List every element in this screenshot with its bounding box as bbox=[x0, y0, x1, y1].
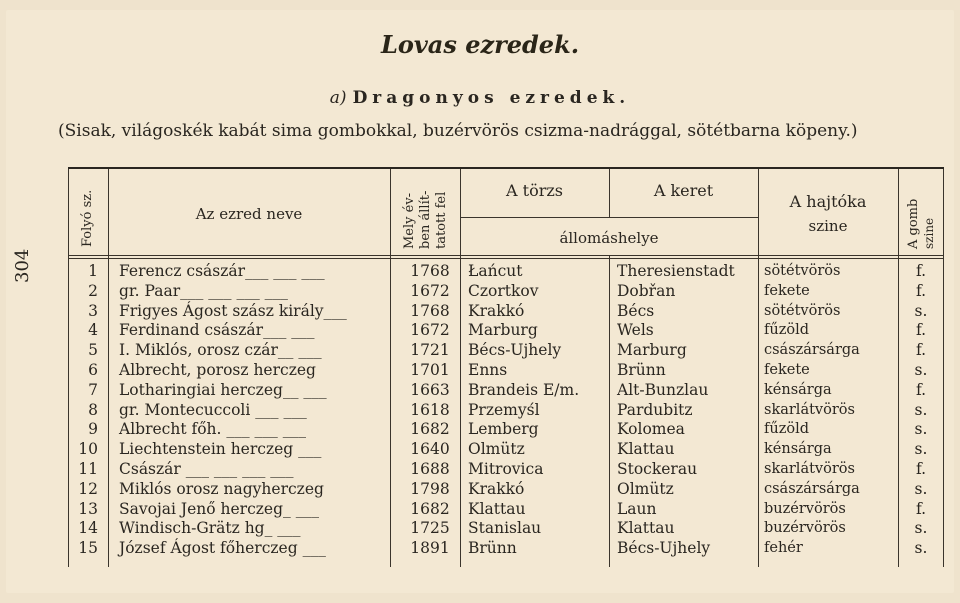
facing-color: császársárga bbox=[764, 480, 860, 497]
facing-color: sötétvörös bbox=[764, 302, 841, 319]
table-row bbox=[68, 381, 944, 401]
cadre-station: Kolomea bbox=[617, 420, 685, 439]
regiment-name: Ferencz császár___ ___ ___ bbox=[119, 262, 325, 280]
row-number: 6 bbox=[88, 361, 98, 379]
staff-station: Przemyśl bbox=[468, 400, 540, 419]
facing-color: sötétvörös bbox=[764, 263, 841, 279]
table-row bbox=[68, 500, 944, 520]
button-color: f. bbox=[915, 460, 927, 478]
regiment-name: gr. Montecuccoli ___ ___ bbox=[119, 400, 307, 419]
staff-station: Stanislau bbox=[468, 519, 542, 538]
table-row bbox=[68, 440, 944, 460]
founding-year: 1725 bbox=[410, 519, 450, 538]
table-row bbox=[68, 420, 944, 440]
regiment-name: Miklós orosz nagyherczeg bbox=[119, 479, 324, 498]
page-title: Lovas ezredek. bbox=[380, 30, 580, 59]
header-allomashelye: állomáshelye bbox=[559, 229, 659, 247]
table-row bbox=[68, 361, 944, 381]
regiment-name: Ferdinand császár___ ___ bbox=[119, 321, 315, 340]
staff-station: Czortkov bbox=[468, 281, 539, 300]
button-color: f. bbox=[915, 380, 927, 399]
row-number: 3 bbox=[88, 301, 98, 320]
founding-year: 1682 bbox=[410, 499, 450, 518]
section-subtitle bbox=[0, 88, 960, 108]
cadre-station: Stockerau bbox=[617, 460, 698, 478]
founding-year: 1768 bbox=[410, 262, 450, 280]
header-ezred-neve: Az ezred neve bbox=[195, 205, 303, 223]
header-folyo-sz: Folyó sz. bbox=[80, 189, 95, 247]
cadre-station: Pardubitz bbox=[617, 400, 693, 419]
cadre-station: Brünn bbox=[617, 361, 666, 379]
row-number: 11 bbox=[78, 460, 98, 478]
regiment-table bbox=[68, 167, 944, 567]
row-number: 5 bbox=[88, 341, 98, 360]
regiment-name: Lotharingiai herczeg__ ___ bbox=[119, 380, 327, 399]
cadre-station: Wels bbox=[617, 321, 654, 340]
regiment-name: Liechtenstein herczeg ___ bbox=[119, 440, 322, 459]
staff-station: Łańcut bbox=[468, 262, 523, 280]
regiment-name: I. Miklós, orosz czár__ ___ bbox=[119, 341, 322, 360]
founding-year: 1798 bbox=[410, 479, 450, 498]
uniform-note: (Sisak, világoskék kabát sima gombokkal, buzérvörös csizma-nadrággal, sötétbarna köpeny.) bbox=[58, 121, 858, 141]
founding-year: 1663 bbox=[410, 380, 450, 399]
header-mely-evben-1: Mely év- bbox=[402, 192, 417, 249]
row-number: 2 bbox=[88, 281, 98, 300]
regiment-name: Albrecht főh. ___ ___ ___ bbox=[119, 420, 306, 439]
header-hajtoka: A hajtóka bbox=[789, 192, 867, 211]
cadre-station: Marburg bbox=[617, 341, 687, 360]
facing-color: fűzöld bbox=[764, 421, 809, 438]
button-color: s. bbox=[914, 361, 928, 379]
staff-station: Brandeis E/m. bbox=[468, 380, 580, 399]
header-keret: A keret bbox=[653, 181, 714, 200]
table-row bbox=[68, 401, 944, 421]
cadre-station: Dobřan bbox=[617, 281, 676, 300]
facing-color: kénsárga bbox=[764, 381, 832, 398]
row-number: 12 bbox=[78, 479, 98, 498]
header-torzs: A törzs bbox=[506, 181, 563, 200]
button-color: s. bbox=[914, 519, 928, 538]
header-subdivider bbox=[460, 217, 758, 218]
table-row bbox=[68, 539, 944, 559]
facing-color: császársárga bbox=[764, 342, 860, 359]
page-number: 304 bbox=[12, 248, 33, 283]
header-gomb-1: A gomb bbox=[906, 198, 921, 249]
row-number: 13 bbox=[78, 499, 98, 518]
table-row bbox=[68, 480, 944, 500]
regiment-name: Albrecht, porosz herczeg bbox=[119, 361, 316, 379]
staff-station: Bécs-Ujhely bbox=[468, 341, 562, 360]
cadre-station: Bécs bbox=[617, 301, 655, 320]
facing-color: fekete bbox=[764, 362, 810, 378]
staff-station: Krakkó bbox=[468, 479, 525, 498]
regiment-name: Windisch-Grätz hg_ ___ bbox=[119, 519, 301, 538]
table-row bbox=[68, 282, 944, 302]
regiment-name: Császár ___ ___ ___ ___ bbox=[119, 460, 294, 478]
button-color: s. bbox=[914, 539, 928, 558]
table-row bbox=[68, 262, 944, 282]
row-number: 14 bbox=[78, 519, 98, 538]
staff-station: Olmütz bbox=[468, 440, 525, 459]
regiment-name: gr. Paar___ ___ ___ ___ bbox=[119, 281, 288, 300]
facing-color: kénsárga bbox=[764, 441, 832, 458]
button-color: s. bbox=[914, 400, 928, 419]
regiment-name: Frigyes Ágost szász király___ bbox=[119, 301, 347, 320]
button-color: s. bbox=[914, 420, 928, 439]
founding-year: 1701 bbox=[410, 361, 450, 379]
table-row bbox=[68, 321, 944, 341]
cadre-station: Klattau bbox=[617, 440, 675, 459]
header-bottom-line bbox=[68, 255, 944, 256]
header-mely-evben-3: tatott fel bbox=[434, 191, 449, 249]
button-color: s. bbox=[914, 301, 928, 320]
founding-year: 1688 bbox=[410, 460, 450, 478]
button-color: f. bbox=[915, 281, 927, 300]
button-color: s. bbox=[914, 440, 928, 459]
facing-color: fűzöld bbox=[764, 322, 809, 339]
founding-year: 1768 bbox=[410, 301, 450, 320]
staff-station: Enns bbox=[468, 361, 508, 379]
row-number: 8 bbox=[88, 400, 98, 419]
staff-station: Marburg bbox=[468, 321, 538, 340]
founding-year: 1618 bbox=[410, 400, 450, 419]
row-number: 15 bbox=[78, 539, 98, 558]
table-row bbox=[68, 341, 944, 361]
row-number: 9 bbox=[88, 420, 98, 439]
table-row bbox=[68, 302, 944, 322]
founding-year: 1891 bbox=[410, 539, 450, 558]
row-number: 10 bbox=[78, 440, 98, 459]
facing-color: skarlátvörös bbox=[764, 461, 855, 477]
cadre-station: Olmütz bbox=[617, 479, 674, 498]
cadre-station: Bécs-Ujhely bbox=[617, 539, 711, 558]
founding-year: 1640 bbox=[410, 440, 450, 459]
header-hajtoka-szine: szine bbox=[808, 217, 848, 235]
row-number: 4 bbox=[88, 321, 98, 340]
staff-station: Brünn bbox=[468, 539, 517, 558]
table-row bbox=[68, 519, 944, 539]
founding-year: 1672 bbox=[410, 281, 450, 300]
subtitle-prefix: a) bbox=[329, 88, 347, 108]
row-number: 7 bbox=[88, 380, 98, 399]
header-bottom-line-2 bbox=[68, 258, 944, 259]
button-color: f. bbox=[915, 262, 927, 280]
founding-year: 1721 bbox=[410, 341, 450, 360]
cadre-station: Laun bbox=[617, 499, 657, 518]
regiment-name: József Ágost főherczeg ___ bbox=[119, 539, 326, 558]
cadre-station: Alt-Bunzlau bbox=[617, 380, 709, 399]
facing-color: buzérvörös bbox=[764, 520, 846, 537]
staff-station: Krakkó bbox=[468, 301, 525, 320]
facing-color: fekete bbox=[764, 282, 810, 299]
staff-station: Lemberg bbox=[468, 420, 539, 439]
button-color: s. bbox=[914, 479, 928, 498]
facing-color: skarlátvörös bbox=[764, 401, 855, 418]
staff-station: Mitrovica bbox=[468, 460, 544, 478]
facing-color: buzérvörös bbox=[764, 500, 846, 517]
staff-station: Klattau bbox=[468, 499, 526, 518]
regiment-name: Savojai Jenő herczeg_ ___ bbox=[119, 499, 319, 518]
founding-year: 1682 bbox=[410, 420, 450, 439]
header-gomb-2: szine bbox=[922, 217, 936, 249]
row-number: 1 bbox=[88, 262, 98, 280]
cadre-station: Klattau bbox=[617, 519, 675, 538]
button-color: f. bbox=[915, 499, 927, 518]
cadre-station: Theresienstadt bbox=[617, 262, 735, 280]
header-mely-evben-2: ben állít- bbox=[418, 190, 433, 249]
button-color: f. bbox=[915, 321, 927, 340]
button-color: f. bbox=[915, 341, 927, 360]
subtitle-text: Dragonyos ezredek. bbox=[352, 88, 631, 108]
facing-color: fehér bbox=[764, 540, 803, 557]
founding-year: 1672 bbox=[410, 321, 450, 340]
table-row bbox=[68, 460, 944, 480]
